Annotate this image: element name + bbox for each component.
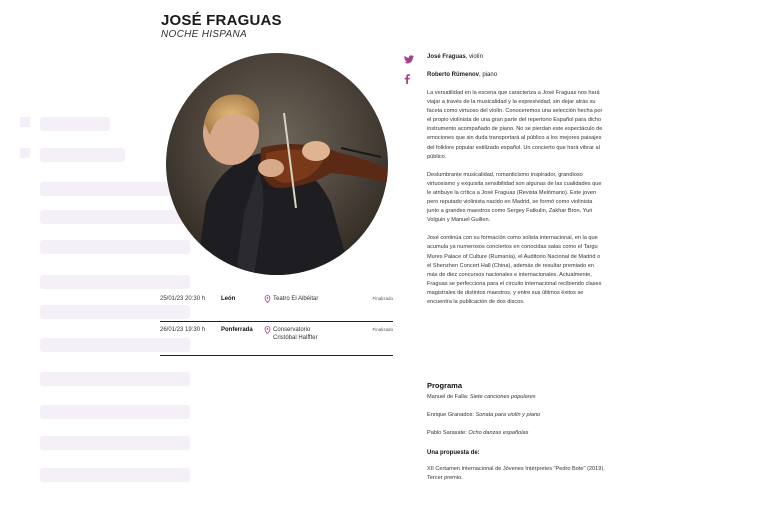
program-heading: Programa: [427, 381, 463, 390]
artist-name: JOSÉ FRAGUAS: [161, 12, 282, 29]
program-item: [427, 412, 540, 418]
event-city: León: [221, 296, 236, 302]
event-row: [160, 322, 393, 356]
bio-paragraph: Deslumbrante musicalidad, romanticismo inspirador, grandioso virtuosismo y exquisita sensibilidad son algunas de las cualidades que le atribuye la crítica a José Fraguas (Revista Melómano). Este joven pero reputado violinista nacido en Madrid, se formó como violinista junto a grandes maestros como Sergey Fatkulin, Zakhar Bron, Yuri Volguin y Manuel Guillen.: [427, 171, 602, 224]
twitter-icon[interactable]: [404, 51, 414, 69]
instagram-icon[interactable]: [404, 71, 410, 89]
event-row: [160, 291, 393, 322]
event-venue[interactable]: [264, 295, 318, 303]
credit-role: , violín: [465, 54, 484, 60]
program-item: [427, 430, 528, 436]
biography: [427, 89, 603, 316]
credit-piano: [427, 72, 497, 78]
events-list: [160, 291, 393, 356]
program-work: Sonata para violín y piano: [475, 412, 541, 418]
event-date: 26/01/23 19:30 h: [160, 327, 206, 333]
event-venue-line1: Teatro El Albéitar: [273, 296, 319, 302]
program-composer: Manuel de Falla:: [427, 394, 470, 400]
event-status: Finalizado: [372, 327, 393, 332]
map-pin-icon: [264, 295, 271, 303]
program-work: Ocho danzas españolas: [468, 430, 529, 436]
program-composer: Enrique Granados:: [427, 412, 476, 418]
event-subtitle: NOCHE HISPANA: [161, 29, 247, 40]
event-date: 25/01/23 20:30 h: [160, 296, 206, 302]
credit-role: , piano: [479, 72, 498, 78]
event-city: Ponferrada: [221, 327, 253, 333]
event-venue[interactable]: [264, 326, 318, 342]
bio-paragraph: La versatilidad en la escena que caracteriza a José Fraguas nos hará viajar a través de la musicalidad y la expresividad, sin dejar atrás su faceta como virtuoso del violín. Conoceremos una selección hecha por el propio violinista de una gran parte del repertorio Español para dicho instrumento acompañado de piano. No se pierdan este espectáculo de emociones que sin duda transportará al público a los mejores paisajes del folklore popular estilizado español. Un concierto que hará vibrar al público.: [427, 90, 603, 160]
map-pin-icon: [264, 326, 271, 334]
program-item: [427, 394, 536, 400]
proposal-heading: Una propuesta de:: [427, 450, 480, 456]
artist-photo: [166, 53, 388, 275]
program-composer: Pablo Sarasate:: [427, 430, 469, 436]
credit-name: José Fraguas: [427, 54, 466, 60]
proposal-text: XII Certamen Internacional de Jóvenes Intérpretes "Pedro Bote" (2019). Tercer premio.: [427, 466, 605, 481]
event-venue-line1: Conservatorio: [273, 327, 311, 333]
event-venue-line2: Cristóbal Halffter: [273, 335, 318, 341]
credit-violin: [427, 54, 483, 60]
credit-name: Roberto Rümenov: [427, 72, 480, 78]
event-status: Finalizado: [372, 296, 393, 301]
bio-paragraph: José continúa con su formación como solista internacional, en la que acumula ya numerosos conciertos en conocidas salas como el Targu Mures Palace of Culture (Rumanía), el Auditorio Nacional de Madrid o el Shenzhen Concert Hall (China), además de resultar premiado en más de diez concursos nacionales e internacionales. Actualmente, Fraguas se perfecciona para el circuito internacional recibiendo clases magistrales de distintos maestros, y entre sus últimos éxitos se encuentra la publicación de dos discos.: [427, 235, 602, 305]
program-work: Siete canciones populares: [469, 394, 536, 400]
